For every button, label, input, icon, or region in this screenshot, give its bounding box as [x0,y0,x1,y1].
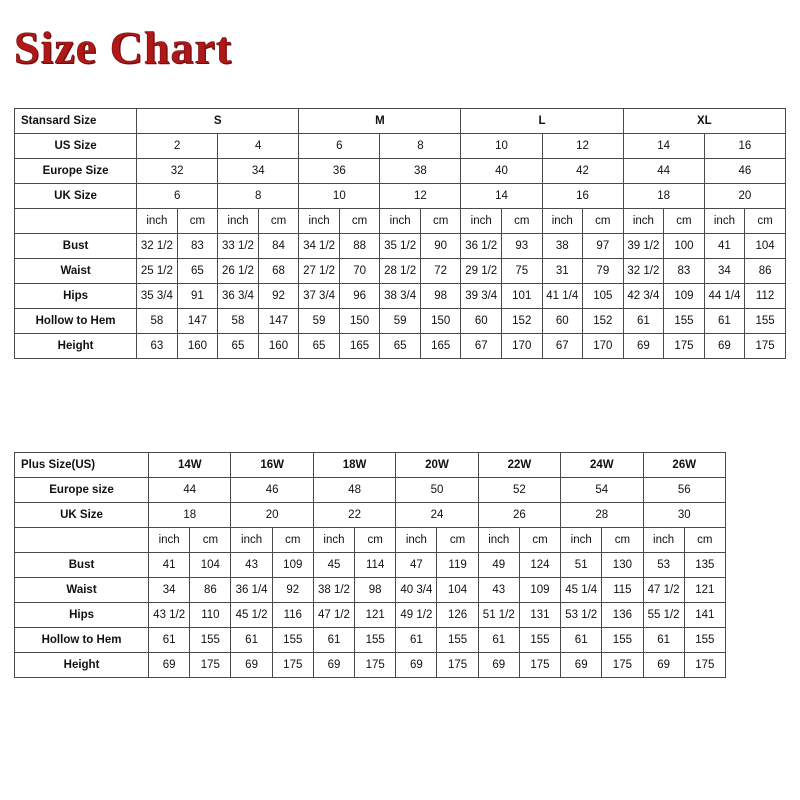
cell: 61 [396,628,437,653]
row-label-bust: Bust [15,234,137,259]
cell: 152 [583,309,624,334]
unit-cell: cm [437,528,478,553]
unit-cell: inch [396,528,437,553]
cell: 105 [583,284,624,309]
cell: 165 [339,334,380,359]
cell: 155 [664,309,705,334]
row-label-waist: Waist [15,578,149,603]
cell: 175 [519,653,560,678]
plus-size-20w: 20W [396,453,478,478]
cell: 69 [704,334,745,359]
cell: 126 [437,603,478,628]
unit-cell: inch [149,528,190,553]
unit-cell: cm [190,528,231,553]
cell: 34 [704,259,745,284]
cell: 119 [437,553,478,578]
cell: 83 [177,234,218,259]
cell: 170 [583,334,624,359]
cell: 110 [190,603,231,628]
cell: 155 [519,628,560,653]
cell: 67 [461,334,502,359]
cell: 26 1/2 [218,259,259,284]
cell: 36 3/4 [218,284,259,309]
cell: 53 [643,553,684,578]
plus-header-label: Plus Size(US) [15,453,149,478]
cell: 47 1/2 [643,578,684,603]
row-label-europe-size: Europe Size [15,159,137,184]
unit-cell: inch [218,209,259,234]
cell: 170 [501,334,542,359]
cell: 130 [602,553,643,578]
cell: 32 1/2 [137,234,178,259]
cell: 28 [561,503,643,528]
cell: 59 [299,309,340,334]
cell: 10 [461,134,542,159]
cell: 59 [380,309,421,334]
cell: 35 3/4 [137,284,178,309]
cell: 55 1/2 [643,603,684,628]
cell: 175 [190,653,231,678]
cell: 69 [313,653,354,678]
row-label-uk-size: UK Size [15,184,137,209]
row-label-europe-size: Europe size [15,478,149,503]
size-group-xl: XL [623,109,785,134]
cell: 60 [461,309,502,334]
cell: 18 [623,184,704,209]
cell: 104 [745,234,786,259]
cell: 92 [272,578,313,603]
plus-size-14w: 14W [149,453,231,478]
cell: 69 [149,653,190,678]
unit-cell: cm [177,209,218,234]
size-group-m: M [299,109,461,134]
cell: 155 [190,628,231,653]
cell: 46 [704,159,785,184]
cell: 135 [684,553,725,578]
cell: 131 [519,603,560,628]
cell: 37 3/4 [299,284,340,309]
cell: 51 [561,553,602,578]
cell: 10 [299,184,380,209]
cell: 141 [684,603,725,628]
cell: 12 [380,184,461,209]
cell: 58 [137,309,178,334]
cell: 112 [745,284,786,309]
cell: 160 [258,334,299,359]
cell: 32 [137,159,218,184]
table-row [15,259,786,284]
cell: 56 [643,478,726,503]
cell: 155 [437,628,478,653]
cell: 61 [704,309,745,334]
cell: 83 [664,259,705,284]
unit-cell: cm [583,209,624,234]
cell: 6 [299,134,380,159]
table-row [15,653,726,678]
cell: 34 1/2 [299,234,340,259]
cell: 53 1/2 [561,603,602,628]
cell: 36 1/4 [231,578,272,603]
cell: 75 [501,259,542,284]
cell: 121 [684,578,725,603]
row-label-bust: Bust [15,553,149,578]
cell: 93 [501,234,542,259]
unit-cell: inch [137,209,178,234]
cell: 38 [542,234,583,259]
cell: 91 [177,284,218,309]
cell: 27 1/2 [299,259,340,284]
cell: 147 [258,309,299,334]
cell: 69 [623,334,664,359]
cell: 46 [231,478,313,503]
cell: 16 [542,184,623,209]
cell: 61 [643,628,684,653]
row-label-hips: Hips [15,603,149,628]
cell: 92 [258,284,299,309]
cell: 147 [177,309,218,334]
unit-cell: inch [561,528,602,553]
plus-size-16w: 16W [231,453,313,478]
cell: 49 [478,553,519,578]
cell: 84 [258,234,299,259]
plus-size-24w: 24W [561,453,643,478]
cell: 67 [542,334,583,359]
unit-cell: cm [519,528,560,553]
cell: 124 [519,553,560,578]
cell: 38 [380,159,461,184]
cell: 61 [623,309,664,334]
size-group-l: L [461,109,623,134]
cell: 65 [177,259,218,284]
cell: 97 [583,234,624,259]
table-row [15,184,786,209]
cell: 155 [602,628,643,653]
table-row [15,453,726,478]
cell: 33 1/2 [218,234,259,259]
cell: 69 [396,653,437,678]
cell: 20 [231,503,313,528]
cell: 69 [478,653,519,678]
cell: 16 [704,134,785,159]
unit-cell: cm [602,528,643,553]
cell: 25 1/2 [137,259,178,284]
cell: 61 [149,628,190,653]
cell: 175 [437,653,478,678]
cell: 115 [602,578,643,603]
cell: 39 1/2 [623,234,664,259]
cell: 72 [420,259,461,284]
unit-cell: inch [643,528,684,553]
row-label-us-size: US Size [15,134,137,159]
cell: 34 [218,159,299,184]
cell: 51 1/2 [478,603,519,628]
cell: 121 [355,603,396,628]
cell: 155 [684,628,725,653]
unit-cell: cm [272,528,313,553]
cell: 69 [561,653,602,678]
table-row [15,503,726,528]
unit-cell: cm [501,209,542,234]
plus-size-22w: 22W [478,453,560,478]
cell: 116 [272,603,313,628]
cell: 60 [542,309,583,334]
cell: 38 1/2 [313,578,354,603]
plus-size-table [14,452,726,678]
cell: 104 [190,553,231,578]
cell: 8 [218,184,299,209]
cell: 155 [745,309,786,334]
cell: 150 [420,309,461,334]
unit-cell: inch [542,209,583,234]
table-row [15,478,726,503]
unit-cell: inch [380,209,421,234]
unit-cell: cm [684,528,725,553]
cell: 35 1/2 [380,234,421,259]
row-label-hollow-to-hem: Hollow to Hem [15,309,137,334]
cell: 8 [380,134,461,159]
unit-cell: cm [355,528,396,553]
row-label-waist: Waist [15,259,137,284]
cell: 45 [313,553,354,578]
cell: 28 1/2 [380,259,421,284]
cell: 45 1/2 [231,603,272,628]
table-row [15,309,786,334]
unit-cell: inch [623,209,664,234]
cell: 165 [420,334,461,359]
cell: 34 [149,578,190,603]
unit-cell: inch [704,209,745,234]
cell: 4 [218,134,299,159]
cell: 43 1/2 [149,603,190,628]
cell: 30 [643,503,726,528]
cell: 24 [396,503,478,528]
cell: 98 [355,578,396,603]
cell: 41 [704,234,745,259]
cell: 175 [684,653,725,678]
cell: 36 1/2 [461,234,502,259]
unit-cell: cm [420,209,461,234]
cell: 61 [313,628,354,653]
cell: 32 1/2 [623,259,664,284]
cell: 79 [583,259,624,284]
unit-cell: inch [313,528,354,553]
cell: 20 [704,184,785,209]
cell: 40 3/4 [396,578,437,603]
cell: 65 [218,334,259,359]
cell: 98 [420,284,461,309]
cell: 69 [231,653,272,678]
cell: 31 [542,259,583,284]
cell: 86 [745,259,786,284]
unit-cell: cm [339,209,380,234]
table-row [15,334,786,359]
unit-row-label [15,209,137,234]
cell: 44 [623,159,704,184]
row-label-height: Height [15,334,137,359]
cell: 47 [396,553,437,578]
cell: 45 1/4 [561,578,602,603]
row-label-uk-size: UK Size [15,503,149,528]
cell: 65 [380,334,421,359]
cell: 61 [478,628,519,653]
cell: 90 [420,234,461,259]
unit-row-label [15,528,149,553]
cell: 175 [745,334,786,359]
row-label-hollow-to-hem: Hollow to Hem [15,628,149,653]
plus-size-26w: 26W [643,453,726,478]
cell: 101 [501,284,542,309]
unit-cell: inch [461,209,502,234]
unit-cell: cm [745,209,786,234]
cell: 160 [177,334,218,359]
cell: 44 [149,478,231,503]
cell: 36 [299,159,380,184]
cell: 155 [355,628,396,653]
cell: 52 [478,478,560,503]
cell: 58 [218,309,259,334]
row-label-hips: Hips [15,284,137,309]
cell: 96 [339,284,380,309]
table-row [15,578,726,603]
table-row [15,603,726,628]
cell: 26 [478,503,560,528]
table-row [15,284,786,309]
table-row [15,109,786,134]
cell: 152 [501,309,542,334]
cell: 42 3/4 [623,284,664,309]
cell: 175 [602,653,643,678]
cell: 12 [542,134,623,159]
table-row [15,234,786,259]
cell: 175 [355,653,396,678]
cell: 68 [258,259,299,284]
cell: 41 1/4 [542,284,583,309]
cell: 69 [643,653,684,678]
cell: 63 [137,334,178,359]
cell: 38 3/4 [380,284,421,309]
table-row [15,553,726,578]
cell: 2 [137,134,218,159]
cell: 40 [461,159,542,184]
cell: 29 1/2 [461,259,502,284]
cell: 47 1/2 [313,603,354,628]
cell: 49 1/2 [396,603,437,628]
size-group-s: S [137,109,299,134]
unit-cell: inch [231,528,272,553]
cell: 6 [137,184,218,209]
row-label-height: Height [15,653,149,678]
cell: 109 [664,284,705,309]
cell: 175 [664,334,705,359]
cell: 150 [339,309,380,334]
cell: 22 [313,503,395,528]
cell: 114 [355,553,396,578]
cell: 61 [231,628,272,653]
table-row [15,209,786,234]
cell: 54 [561,478,643,503]
cell: 18 [149,503,231,528]
cell: 39 3/4 [461,284,502,309]
standard-size-table [14,108,786,359]
cell: 104 [437,578,478,603]
standard-header-label: Stansard Size [15,109,137,134]
unit-cell: inch [478,528,519,553]
cell: 88 [339,234,380,259]
cell: 109 [272,553,313,578]
cell: 42 [542,159,623,184]
cell: 44 1/4 [704,284,745,309]
cell: 109 [519,578,560,603]
cell: 43 [231,553,272,578]
cell: 65 [299,334,340,359]
cell: 14 [461,184,542,209]
table-row [15,528,726,553]
cell: 61 [561,628,602,653]
cell: 14 [623,134,704,159]
cell: 86 [190,578,231,603]
cell: 50 [396,478,478,503]
table-row [15,134,786,159]
plus-size-18w: 18W [313,453,395,478]
cell: 175 [272,653,313,678]
unit-cell: cm [664,209,705,234]
cell: 100 [664,234,705,259]
cell: 155 [272,628,313,653]
cell: 136 [602,603,643,628]
cell: 48 [313,478,395,503]
table-row [15,628,726,653]
table-row [15,159,786,184]
cell: 70 [339,259,380,284]
page-title: Size Chart [14,22,233,73]
unit-cell: cm [258,209,299,234]
cell: 41 [149,553,190,578]
cell: 43 [478,578,519,603]
unit-cell: inch [299,209,340,234]
